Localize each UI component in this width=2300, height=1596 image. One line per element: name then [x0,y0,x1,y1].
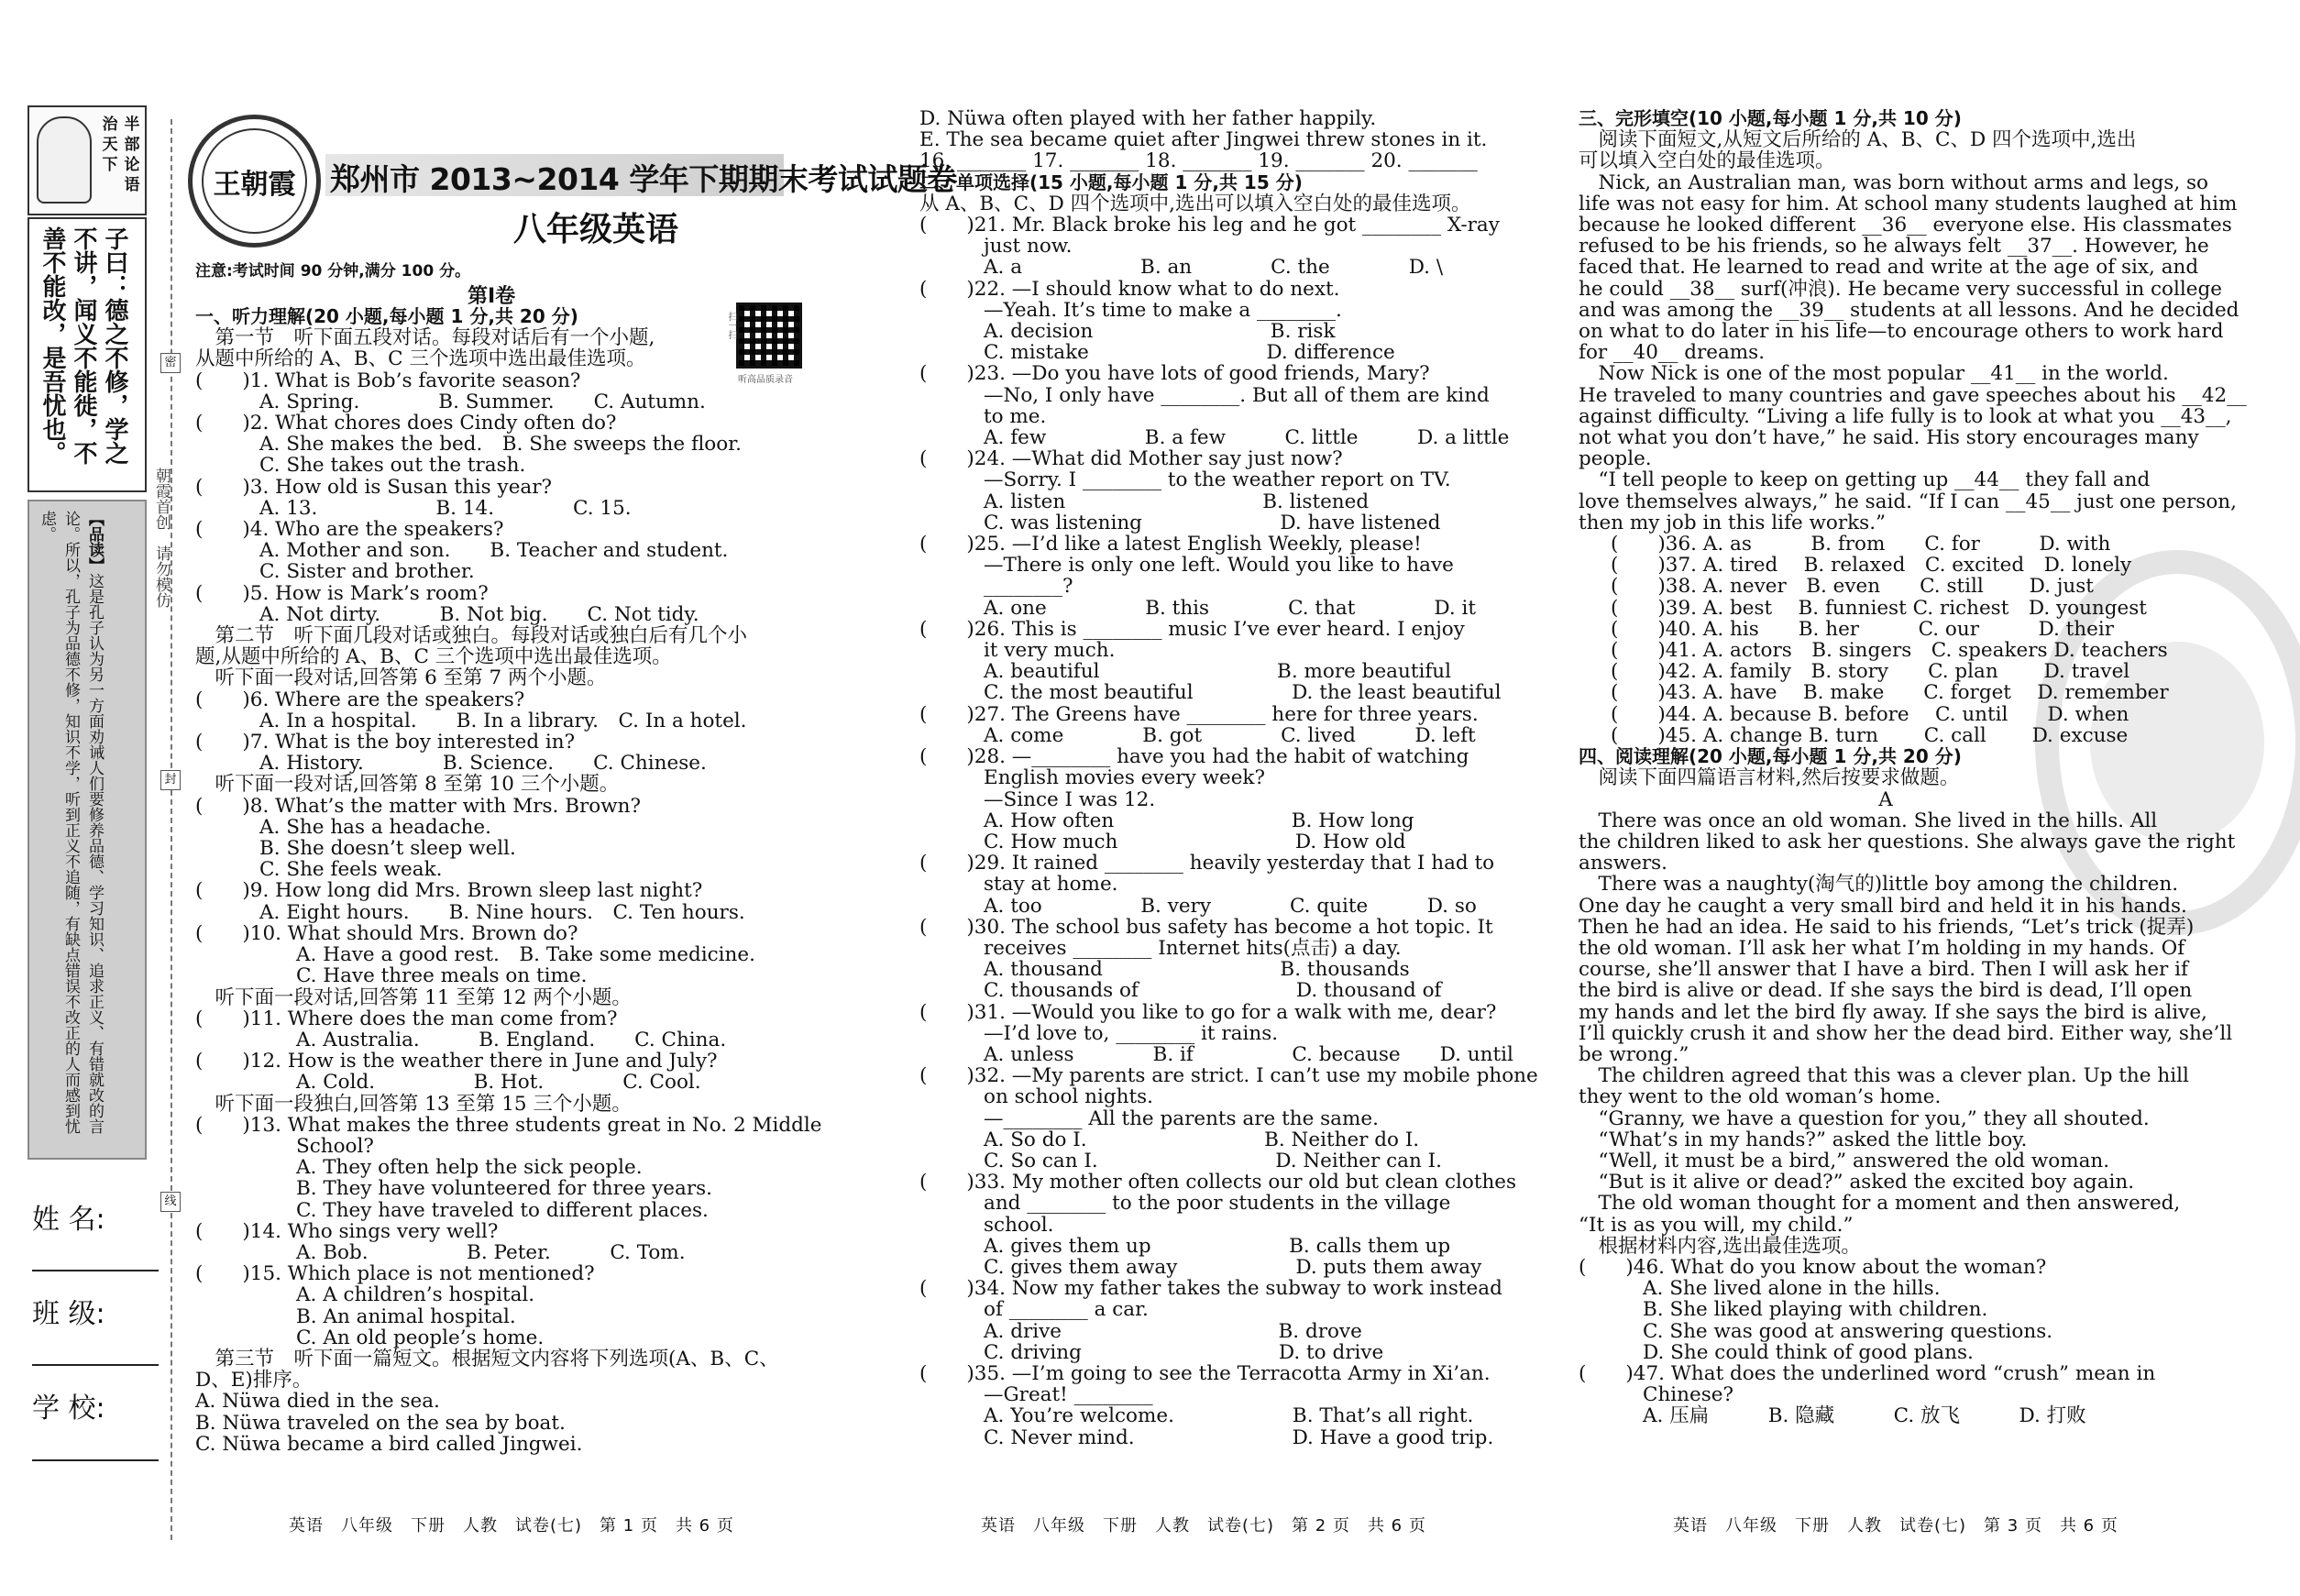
cloze-option-row: ( )45. A. change B. turn C. call D. excuse [1611,723,2129,747]
question-stem: ( )14. Who sings very well? [195,1219,499,1243]
question-option: A. Cold. B. Hot. C. Cool. [296,1071,701,1095]
cloze-option-row: ( )39. A. best B. funniest C. richest D. youngest [1611,596,2147,620]
text-line: 第一节 听下面五段对话。每段对话后有一个小题, [195,326,655,350]
question-option: on school nights. [984,1085,1153,1109]
text-line: 根据材料内容,选出最佳选项。 [1579,1234,1861,1258]
column-1 [195,305,822,1456]
question-stem: ( )23. —Do you have lots of good friends, Mary? [919,362,1430,386]
text-line: refused to be his friends, so he always felt __37__. However, he [1579,235,2209,259]
question-option: A. She makes the bed. B. She sweeps the floor. [259,433,742,457]
text-line: and was among the __39__ students at all lessons. And he decided [1579,298,2239,322]
question-option: A. Bob. B. Peter. C. Tom. [296,1240,686,1264]
text-line: then my job in this life works.” [1579,511,1887,534]
question-option: A. Eight hours. B. Nine hours. C. Ten hours. [259,900,745,924]
question-option: —Great! ________ [984,1383,1153,1407]
question-stem: ( )6. Where are the speakers? [195,688,525,711]
binding-strip [28,105,147,1160]
text-line: the old woman. I’ll ask her what I’m holding in my hands. Of [1579,936,2185,960]
question-stem: ( )25. —I’d like a latest English Weekly, please! [919,533,1422,556]
text-line: life was not easy for him. At school many students laughed at him [1579,192,2238,215]
exam-subtitle: 八年级英语 [513,211,679,248]
question-option: school. [984,1213,1054,1237]
question-option: A. Spring. B. Summer. C. Autumn. [259,390,706,413]
question-option: A. a B. an C. the D. \ [984,256,1444,280]
section-heading: 四、阅读理解(20 小题,每小题 1 分,共 20 分) [1579,745,1962,768]
text-line: E. The sea became quiet after Jingwei threw stones in it. [919,128,1488,152]
text-line: because he looked different __36__ everyone else. His classmates [1579,214,2232,237]
question-option: C. They have traveled to different places. [296,1198,709,1222]
text-line: 第二节 听下面几段对话或独白。每段对话或独白后有几个小 [195,624,748,648]
question-option: A. thousand B. thousands [984,958,1410,982]
question-option: —Sorry. I ________ to the weather report on TV. [984,468,1451,492]
section-heading: 二、单项选择(15 小题,每小题 1 分,共 15 分) [919,171,1303,193]
section-heading: 三、完形填空(10 小题,每小题 1 分,共 10 分) [1579,107,1962,129]
strip-note-label: 【品读】 [85,511,104,573]
question-option: ________? [984,575,1073,599]
question-stem: ( )46. What do you know about the woman? [1579,1255,2047,1279]
text-line: faced that. He learned to read and write at the age of six, and [1579,256,2199,280]
question-stem: ( )33. My mother often collects our old but clean clothes [919,1171,1517,1194]
question-option: C. She feels weak. [259,858,443,882]
text-line: Now Nick is one of the most popular __41__ in the world. [1579,362,2169,386]
question-stem: ( )27. The Greens have ________ here for three years. [919,702,1479,726]
question-stem: ( )32. —My parents are strict. I can’t use my mobile phone [919,1064,1538,1088]
question-stem: ( )34. Now my father takes the subway to work instead [919,1277,1502,1301]
name-field[interactable]: 姓 名: [32,1204,105,1236]
question-option: A. listen B. listened [984,490,1370,513]
question-option: —________ All the parents are the same. [984,1106,1379,1130]
question-option: A. A children’s hospital. [296,1283,535,1307]
text-line: the children liked to ask her questions. She always gave the right [1579,830,2236,853]
text-line: on what to do later in his life—to encourage others to work hard [1579,320,2224,344]
column-2 [919,107,1538,1449]
text-line: “Granny, we have a question for you,” they all shouted. [1579,1106,2150,1130]
question-option: English movies every week? [984,766,1265,790]
strip-note-box [28,500,147,1160]
question-option: A. beautiful B. more beautiful [984,660,1452,684]
school-line [32,1459,159,1461]
seal-mark-2: 封 [160,770,181,790]
text-line: 第三节 听下面一篇短文。根据短文内容将下列选项(A、B、C、 [195,1347,779,1370]
text-line: “It is as you will, my child.” [1579,1213,1854,1237]
strip-col-2: 半部论语 [124,116,140,194]
text-line: “What’s in my hands?” asked the little boy. [1579,1128,2028,1151]
text-line: course, she’ll answer that I have a bird. Then I will ask her if [1579,958,2188,982]
text-line: “Well, it must be a bird,” answered the old woman. [1579,1149,2110,1172]
text-line: be wrong.” [1579,1042,1689,1066]
question-stem: ( )12. How is the weather there in June and July? [195,1050,718,1073]
question-option: A. She lived alone in the hills. [1643,1277,1941,1301]
question-option: C. She takes out the trash. [259,454,526,478]
footer-page-3: 英语 八年级 下册 人教 试卷(七) 第 3 页 共 6 页 [1673,1516,2118,1535]
text-line: Then he had an idea. He said to his friends, “Let’s trick (捉弄) [1579,915,2195,939]
text-line: the bird is alive or dead. If she says the bird is dead, I’ll open [1579,979,2193,1003]
question-option: C. thousands of D. thousand of [984,979,1442,1003]
question-option: A. come B. got C. lived D. left [984,723,1476,747]
name-line [32,1270,159,1271]
text-line: they went to the old woman’s home. [1579,1085,1942,1109]
question-option: and ________ to the poor students in the village [984,1192,1451,1216]
text-line: 听下面一段对话,回答第 8 至第 10 三个小题。 [195,773,620,797]
text-line: There was once an old woman. She lived in the hills. All [1579,809,2158,832]
question-option: D. She could think of good plans. [1643,1340,1974,1364]
question-option: A. So do I. B. Neither do I. [984,1128,1420,1151]
question-stem: ( )31. —Would you like to go for a walk with me, dear? [919,1000,1497,1024]
cloze-option-row: ( )44. A. because B. before C. until D. when [1611,702,2129,726]
question-option: C. So can I. D. Neither can I. [984,1149,1442,1172]
cut-line [171,119,172,1540]
question-option: A. Mother and son. B. Teacher and student. [259,539,729,563]
text-line: people. [1579,447,1652,471]
question-option: C. Never mind. D. Have a good trip. [984,1425,1494,1449]
question-option: of ________ a car. [984,1298,1149,1322]
question-stem: ( )10. What should Mrs. Brown do? [195,921,578,945]
question-option: A. History. B. Science. C. Chinese. [259,752,707,776]
question-stem: ( )26. This is ________ music I’ve ever heard. I enjoy [919,617,1465,641]
question-stem: ( )15. Which place is not mentioned? [195,1262,595,1286]
footer-page-1: 英语 八年级 下册 人教 试卷(七) 第 1 页 共 6 页 [289,1516,734,1535]
question-stem: ( )30. The school bus safety has become a hot topic. It [919,915,1493,939]
text-line: There was a naughty(淘气的)little boy among the children. [1579,873,2179,897]
text-line: 从 A、B、C、D 四个选项中,选出可以填入空白处的最佳选项。 [919,192,1471,215]
confucius-portrait-icon [37,116,92,204]
text-line: 阅读下面短文,从短文后所给的 A、B、C、D 四个选项中,选出 [1579,128,2137,152]
text-line: 听下面一段独白,回答第 13 至第 15 三个小题。 [195,1092,632,1116]
strip-note [35,511,106,1143]
logo-text: 王朝霞 [202,128,307,234]
question-option: it very much. [984,639,1116,663]
cloze-option-row: ( )37. A. tired B. relaxed C. excited D. lonely [1611,554,2132,578]
question-stem: ( )47. What does the underlined word “crush” mean in [1579,1361,2156,1385]
question-stem: ( )35. —I’m going to see the Terracotta Army in Xi’an. [919,1361,1491,1385]
school-field[interactable]: 学 校: [32,1392,105,1425]
question-option: A. few B. a few C. little D. a little [984,426,1510,450]
text-line: against difficulty. “Living a life fully is to look at what you __43__, [1579,404,2232,428]
question-stem: ( )7. What is the boy interested in? [195,731,576,754]
question-option: C. mistake D. difference [984,341,1395,365]
text-line: D. Nüwa often played with her father happily. [919,107,1377,130]
text-line: love themselves always,” he said. “If I can __45__ just one person, [1579,490,2237,513]
question-option: B. An animal hospital. [296,1304,516,1328]
cloze-option-row: ( )36. A. as B. from C. for D. with [1611,533,2111,556]
strip-quote-box [28,217,147,492]
question-option: A. 13. B. 14. C. 15. [259,496,632,520]
question-stem: ( )21. Mr. Black broke his leg and he got ________ X-ray [919,214,1500,237]
passage-label: A [1878,787,1893,811]
strip-note-text: 这是孔子认为另一方面劝诫人们要修养品德、学习知识、追求正义、有错就改的言论。所以，孔子为品德不修，知识不学，听到正义不追随，有缺点错误不改正的人而感到忧虑。 [38,511,104,1134]
column-3 [1579,107,2247,1428]
question-option: A. How often B. How long [984,809,1414,832]
question-option: B. She liked playing with children. [1643,1298,1988,1322]
question-option: —Since I was 12. [984,787,1156,811]
qr-caption: 听高品质录音 [738,375,793,385]
question-option: stay at home. [984,873,1118,897]
seal-mark-1: 密 [160,353,181,373]
text-line: 听下面一段对话,回答第 11 至第 12 两个小题。 [195,985,632,1009]
question-option: A. decision B. risk [984,320,1336,344]
question-stem: ( )5. How is Mark’s room? [195,581,489,605]
question-option: A. Not dirty. B. Not big. C. Not tidy. [259,602,699,626]
question-option: C. She was good at answering questions. [1643,1319,2053,1343]
section-heading: 一、听力理解(20 小题,每小题 1 分,共 20 分) [195,305,578,327]
question-option: A. Have a good rest. B. Take some medicine. [296,943,755,967]
question-stem: ( )4. Who are the speakers? [195,518,504,542]
class-line [32,1364,159,1366]
text-line: One day he caught a very small bird and held it in his hands. [1579,894,2187,918]
volume-label: 第Ⅰ卷 [468,285,516,308]
question-stem: ( )3. How old is Susan this year? [195,475,553,499]
question-option: —No, I only have ________. But all of them are kind [984,383,1490,407]
question-option: Chinese? [1643,1383,1734,1407]
strip-col-1: 治天下 [102,116,118,174]
question-option: A. Australia. B. England. C. China. [296,1028,727,1051]
question-option: A. She has a headache. [259,815,491,839]
question-option: C. the most beautiful D. the least beautiful [984,681,1502,705]
question-option: to me. [984,404,1047,428]
question-stem: ( )2. What chores does Cindy often do? [195,412,617,435]
question-stem: ( )8. What’s the matter with Mrs. Brown? [195,794,641,818]
question-option: C. gives them away D. puts them away [984,1255,1482,1279]
question-stem: ( )13. What makes the three students great in No. 2 Middle [195,1113,822,1137]
question-option: —There is only one left. Would you like to have [984,554,1454,578]
text-line: D、E)排序。 [195,1369,313,1392]
question-stem: ( )1. What is Bob’s favorite season? [195,369,581,392]
qr-side-label: 扫一扫 [726,312,736,339]
question-stem: ( )11. Where does the man come from? [195,1007,618,1030]
text-line: answers. [1579,852,1667,875]
cloze-option-row: ( )42. A. family B. story C. plan D. travel [1611,660,2130,684]
text-line: The old woman thought for a moment and then answered, [1579,1192,2181,1216]
question-option: —Yeah. It’s time to make a ________. [984,298,1342,322]
exam-note: 注意:考试时间 90 分钟,满分 100 分。 [195,262,471,281]
brand-logo [188,115,321,248]
text-line: He traveled to many countries and gave speeches about his __42__ [1579,383,2247,407]
strip-quote: 子曰：德之不修，学之不讲，闻义不能徙，不善不能改，是吾忧也。 [39,226,128,465]
text-line: Nick, an Australian man, was born without arms and legs, so [1579,171,2208,194]
cloze-option-row: ( )40. A. his B. her C. our D. their [1611,617,2114,641]
text-line: I’ll quickly crush it and show her the dead bird. Either way, she’ll [1579,1021,2233,1045]
class-field[interactable]: 班 级: [32,1298,105,1330]
question-stem: ( )28. —________ have you had the habit of watching [919,745,1469,769]
question-stem: ( )22. —I should know what to do next. [919,277,1340,301]
text-line: 从题中所给的 A、B、C 三个选项中选出最佳选项。 [195,347,646,371]
cloze-option-row: ( )43. A. have B. make C. forget D. remember [1611,681,2169,705]
text-line: my hands and let the bird fly away. If she says the bird is alive, [1579,1000,2207,1024]
question-stem: ( )29. It rained ________ heavily yesterday that I had to [919,852,1495,875]
question-option: C. driving D. to drive [984,1340,1384,1364]
question-option: A. gives them up B. calls them up [984,1234,1451,1258]
exam-title: 郑州市 2013~2014 学年下期期末考试试题卷 [330,161,957,197]
text-line: for __40__ dreams. [1579,341,1766,365]
question-option: A. too B. very C. quite D. so [984,894,1477,918]
text-line: not what you don’t have,” he said. His story encourages many [1579,426,2199,450]
question-option: A. 压扁 B. 隐藏 C. 放飞 D. 打败 [1643,1404,2086,1428]
text-line: 阅读下面四篇语言材料,然后按要求做题。 [1579,766,1960,790]
text-line: “I tell people to keep on getting up __44__ they fall and [1579,468,2151,492]
text-line: The children agreed that this was a clever plan. Up the hill [1579,1064,2189,1088]
question-option: B. She doesn’t sleep well. [259,837,516,861]
cloze-option-row: ( )41. A. actors B. singers C. speakers D. teachers [1611,639,2168,663]
question-option: receives ________ Internet hits(点击) a day. [984,936,1402,960]
text-line: B. Nüwa traveled on the sea by boat. [195,1411,566,1435]
question-option: —I’d love to, ________ it rains. [984,1021,1279,1045]
text-line: 题,从题中所给的 A、B、C 三个选项中选出最佳选项。 [195,645,672,669]
text-line: 可以填入空白处的最佳选项。 [1579,149,1835,173]
text-line: he could __38__ surf(冲浪). He became very successful in college [1579,277,2222,301]
text-line: 听下面一段对话,回答第 6 至第 7 两个小题。 [195,666,607,690]
question-stem: ( )24. —What did Mother say just now? [919,447,1343,471]
text-line: A. Nüwa died in the sea. [195,1390,440,1414]
question-option: A. one B. this C. that D. it [984,596,1477,620]
question-option: C. How much D. How old [984,830,1406,853]
question-option: C. was listening D. have listened [984,511,1441,534]
text-line: 16. _______ 17. _______ 18. _______ 19. _______ 20. _______ [919,149,1478,173]
seal-mark-3: 线 [160,1192,181,1212]
question-option: A. They often help the sick people. [296,1156,643,1180]
question-stem: ( )9. How long did Mrs. Brown sleep last night? [195,879,703,903]
text-line: “But is it alive or dead?” asked the excited boy again. [1579,1171,2135,1194]
question-option: A. drive B. drove [984,1319,1362,1343]
question-option: B. They have volunteered for three years. [296,1177,712,1201]
text-line: C. Nüwa became a bird called Jingwei. [195,1432,583,1456]
strip-header [28,105,147,215]
question-option: A. You’re welcome. B. That’s all right. [984,1404,1474,1428]
strip-side-text: 朝霞首创 请勿模仿 [152,468,171,608]
question-option: A. In a hospital. B. In a library. C. In a hotel. [259,709,747,732]
question-option: C. An old people’s home. [296,1326,545,1349]
question-option: just now. [984,235,1073,259]
question-option: C. Sister and brother. [259,560,475,584]
footer-page-2: 英语 八年级 下册 人教 试卷(七) 第 2 页 共 6 页 [981,1516,1426,1535]
question-option: School? [296,1134,374,1158]
question-option: A. unless B. if C. because D. until [984,1042,1513,1066]
cloze-option-row: ( )38. A. never B. even C. still D. just [1611,575,2094,599]
question-option: C. Have three meals on time. [296,964,588,988]
